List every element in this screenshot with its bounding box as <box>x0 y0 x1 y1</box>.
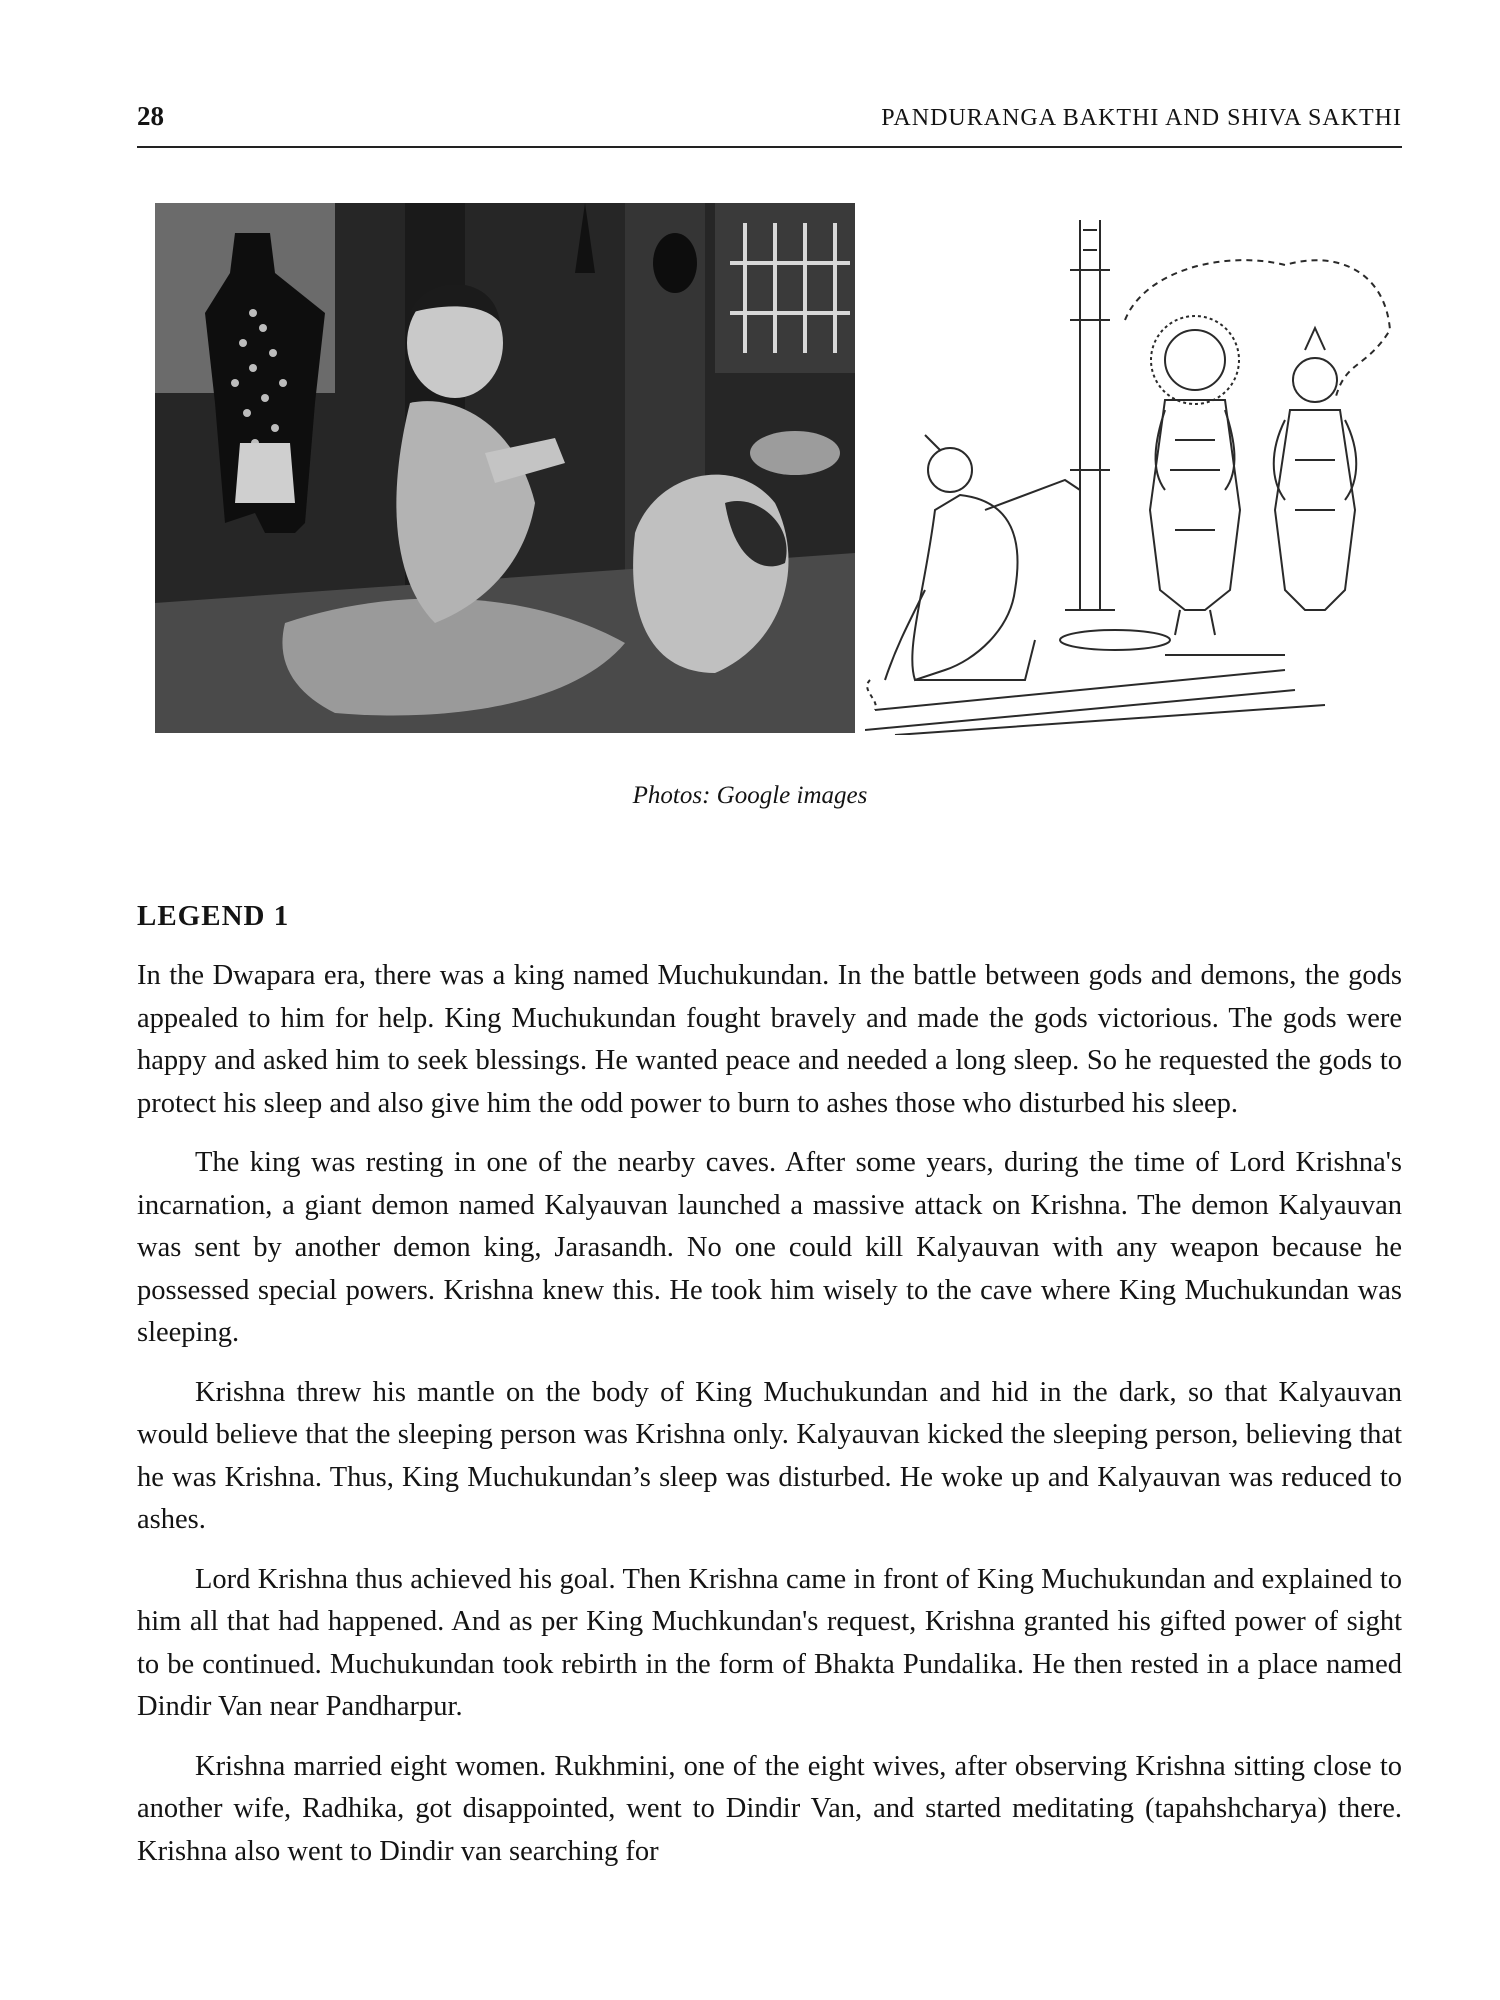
running-title: PANDURANGA BAKTHI AND SHIVA SAKTHI <box>881 105 1402 131</box>
paragraph-5: Krishna married eight women. Rukhmini, one of the eight wives, after observing Krishna sitting close to another wife, Radhika, got disappointed, went to Dindir Van, and started meditating (tapahshcharya) there. Krishna also went to Dindir van searching for <box>137 1750 1402 1867</box>
legend-heading: LEGEND 1 <box>137 900 290 932</box>
page-header <box>137 96 1402 132</box>
paragraph-1: In the Dwapara era, there was a king named Muchukundan. In the battle between gods and demons, the gods appealed to him for help. King Muchukundan fought bravely and made the gods victorious. The gods were happy and asked him to seek blessings. He wanted peace and needed a long sleep. So he requested the gods to protect his sleep and also give him the odd power to burn to ashes those who disturbed his sleep. <box>137 960 1402 1119</box>
sketch-right <box>865 210 1395 735</box>
paragraph-3: Krishna threw his mantle on the body of King Muchukundan and hid in the dark, so that Kalyauvan would believe that the sleeping person was Krishna only. Kalyauvan kicked the sleeping person, believing that he was Krishna. Thus, King Muchukundan’s sleep was disturbed. He woke up and Kalyauvan was reduced to ashes. <box>137 1376 1402 1535</box>
paragraph-2: The king was resting in one of the nearby caves. After some years, during the time of Lord Krishna's incarnation, a giant demon named Kalyauvan launched a massive attack on Krishna. The demon Kalyauvan was sent by another demon king, Jarasandh. No one could kill Kalyauvan with any weapon because he possessed special powers. Krishna knew this. He took him wisely to the cave where King Muchukundan was sleeping. <box>137 1147 1402 1348</box>
page-number: 28 <box>137 101 164 131</box>
legend-body <box>137 955 1402 1890</box>
header-rule <box>137 146 1402 148</box>
figure-caption: Photos: Google images <box>632 782 868 809</box>
paragraph-4: Lord Krishna thus achieved his goal. Then Krishna came in front of King Muchukundan and explained to him all that had happened. And as per King Muchkundan's request, Krishna granted his gifted power of sight to be continued. Muchukundan took rebirth in the form of Bhakta Pundalika. He then rested in a place named Dindir Van near Pandharpur. <box>137 1563 1402 1722</box>
photo-left <box>155 203 855 733</box>
